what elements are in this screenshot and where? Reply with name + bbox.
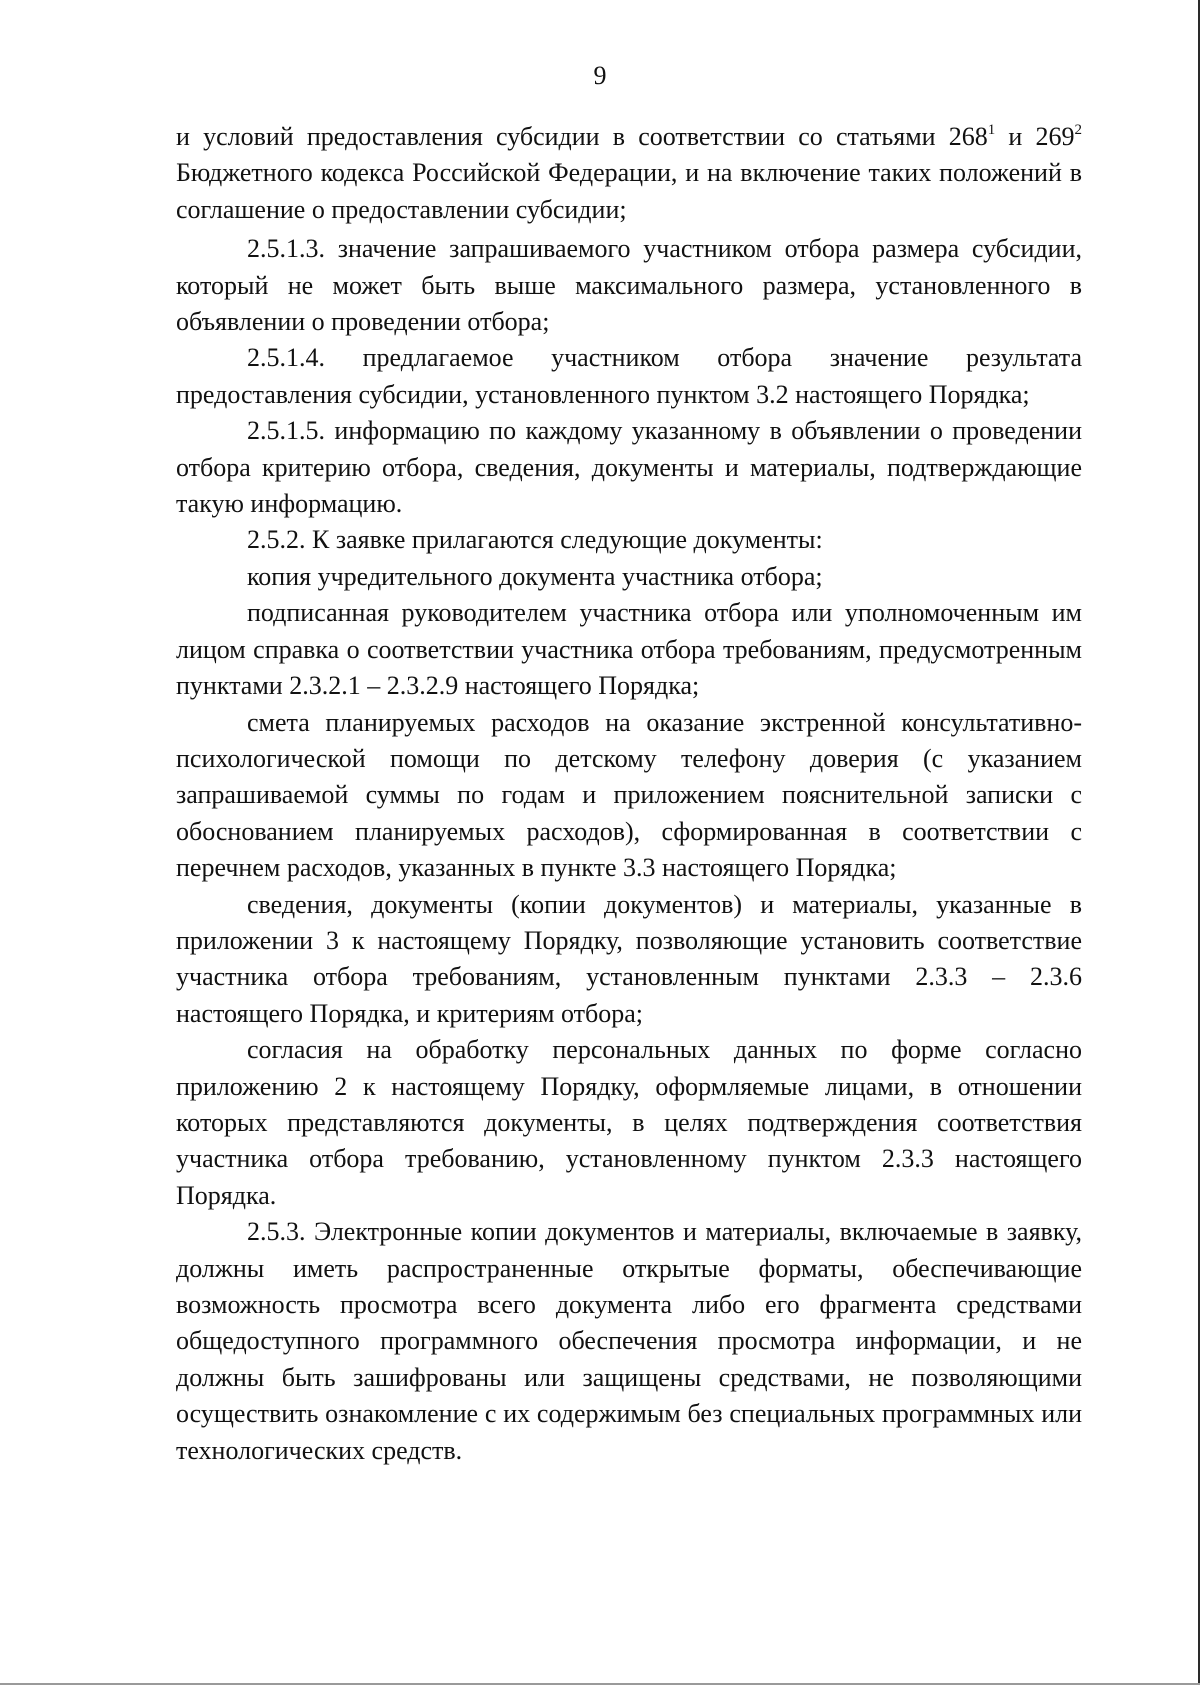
paragraph-2-5-2: 2.5.2. К заявке прилагаются следующие документы: <box>247 525 823 555</box>
paragraph-2-5-1-3: 2.5.1.3. значение запрашиваемого участником отбора размера субсидии, который не может быть выше максимального размера, установленного в объявлении о проведении отбора; <box>176 234 1082 337</box>
paragraph-text: Бюджетного кодекса Российской Федерации, и на включение таких положений в соглашение о предоставлении субсидии; <box>176 158 1082 224</box>
paragraph-text: и 269 <box>995 122 1075 151</box>
paragraph-cost-estimate: смета планируемых расходов на оказание экстренной консультативно-психологической помощи по детскому телефону доверия (с указанием запрашиваемой суммы по годам и приложением пояснительной записки с обоснованием планируемых расходов), сформированная в соответствии с перечнем расходов, указанных в пункте 3.3 настоящего Порядка; <box>176 707 1082 883</box>
paragraph-text: и условий предоставления субсидии в соответствии со статьями 268 <box>176 122 988 151</box>
document-body <box>176 119 1082 1469</box>
page-number: 9 <box>593 61 607 90</box>
paragraph-2-5-3: 2.5.3. Электронные копии документов и материалы, включаемые в заявку, должны иметь распространенные открытые форматы, обеспечивающие возможность просмотра всего документа либо его фрагмента средствами общедоступного программного обеспечения просмотра информации, и не должны быть зашифрованы или защищены средствами, не позволяющими осуществить ознакомление с их содержимым без специальных программных или технологических средств. <box>176 1217 1082 1465</box>
paragraph-appendix-3: сведения, документы (копии документов) и материалы, указанные в приложении 3 к настоящему Порядку, позволяющие установить соответствие участника отбора требованиям, установленным пунктами 2.3.3 – 2.3.6 настоящего Порядка, и критериям отбора; <box>176 889 1082 1028</box>
paragraph-2-5-1-4: 2.5.1.4. предлагаемое участником отбора значение результата предоставления субсидии, установленного пунктом 3.2 настоящего Порядка; <box>176 343 1082 409</box>
paragraph-personal-data-consent: согласия на обработку персональных данных по форме согласно приложению 2 к настоящему Порядку, оформляемые лицами, в отношении которых представляются документы, в целях подтверждения соответствия участника отбора требованию, установленному пунктом 2.3.3 настоящего Порядка. <box>176 1035 1082 1210</box>
paragraph-budget-code <box>176 119 1082 228</box>
superscript: 1 <box>987 122 996 138</box>
paragraph-2-5-1-5: 2.5.1.5. информацию по каждому указанному в объявлении о проведении отбора критерию отбора, сведения, документы и материалы, подтверждающие такую информацию. <box>176 416 1082 519</box>
paragraph-charter-copy: копия учредительного документа участника отбора; <box>247 561 823 591</box>
superscript: 2 <box>1074 122 1083 138</box>
paragraph-certificate: подписанная руководителем участника отбора или уполномоченным им лицом справка о соответствии участника отбора требованиям, предусмотренным пунктами 2.3.2.1 – 2.3.2.9 настоящего Порядка; <box>176 598 1082 701</box>
